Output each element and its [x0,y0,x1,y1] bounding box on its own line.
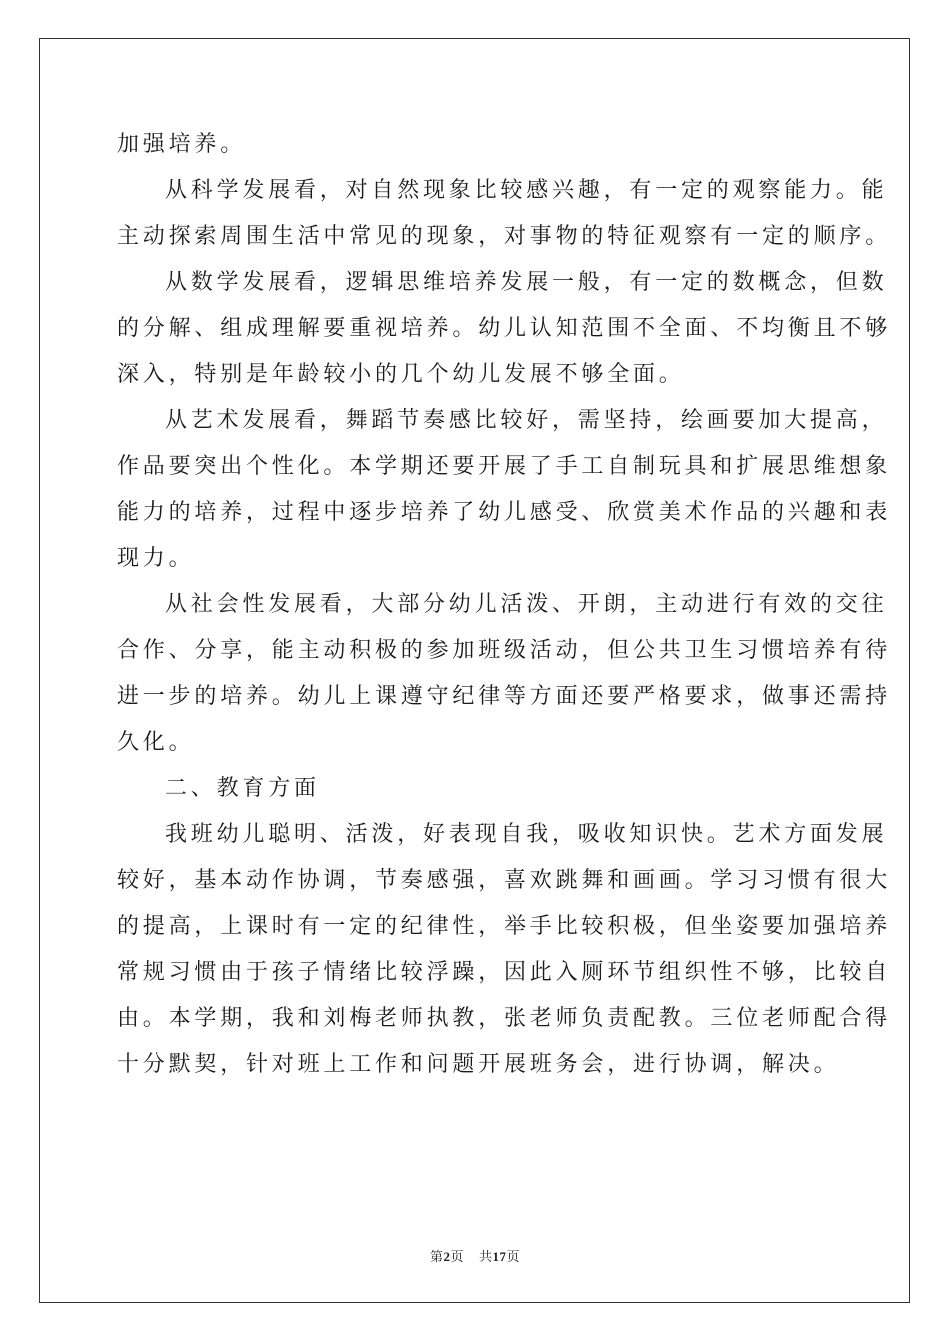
page-suffix: 页 [450,1249,464,1264]
text-line: 主动探索周围生活中常见的现象，对事物的特征观察有一定的顺序。 [117,224,892,249]
text-line: 从科学发展看，对自然现象比较感兴趣，有一定的观察能力。能 [165,178,888,203]
text-line: 久化。 [117,730,195,755]
text-line: 的提高，上课时有一定的纪律性，举手比较积极，但坐姿要加强培养 [117,914,892,939]
text-line: 现力。 [117,546,195,571]
text-line: 进一步的培养。幼儿上课遵守纪律等方面还要严格要求，做事还需持 [117,684,892,709]
text-line: 深入，特别是年龄较小的几个幼儿发展不够全面。 [117,362,685,387]
text-line: 我班幼儿聪明、活泼，好表现自我，吸收知识快。艺术方面发展 [165,822,888,847]
text-line: 合作、分享，能主动积极的参加班级活动，但公共卫生习惯培养有待 [117,638,892,663]
text-line: 由。本学期，我和刘梅老师执教，张老师负责配教。三位老师配合得 [117,1006,892,1031]
text-line: 从社会性发展看，大部分幼儿活泼、开朗，主动进行有效的交往 [165,592,888,617]
document-body [117,122,892,1088]
total-prefix: 共 [479,1249,493,1264]
text-line: 的分解、组成理解要重视培养。幼儿认知范围不全面、不均衡且不够 [117,316,892,341]
page-number: 2 [443,1249,451,1264]
text-line: 十分默契，针对班上工作和问题开展班务会，进行协调，解决。 [117,1052,840,1077]
text-line: 从艺术发展看，舞蹈节奏感比较好，需坚持，绘画要加大提高， [165,408,888,433]
page-footer [0,1246,950,1265]
total-pages: 17 [492,1249,507,1264]
text-line: 作品要突出个性化。本学期还要开展了手工自制玩具和扩展思维想象 [117,454,892,479]
text-line: 加强培养。 [117,132,247,157]
text-line: 常规习惯由于孩子情绪比较浮躁，因此入厕环节组织性不够，比较自 [117,960,892,985]
total-suffix: 页 [506,1249,521,1264]
text-block [117,122,892,1088]
page-prefix: 第 [429,1249,444,1264]
section-heading: 二、教育方面 [165,776,320,801]
text-line: 较好，基本动作协调，节奏感强，喜欢跳舞和画画。学习习惯有很大 [117,868,892,893]
text-line: 能力的培养，过程中逐步培养了幼儿感受、欣赏美术作品的兴趣和表 [117,500,892,525]
text-line: 从数学发展看，逻辑思维培养发展一般，有一定的数概念，但数 [165,270,888,295]
